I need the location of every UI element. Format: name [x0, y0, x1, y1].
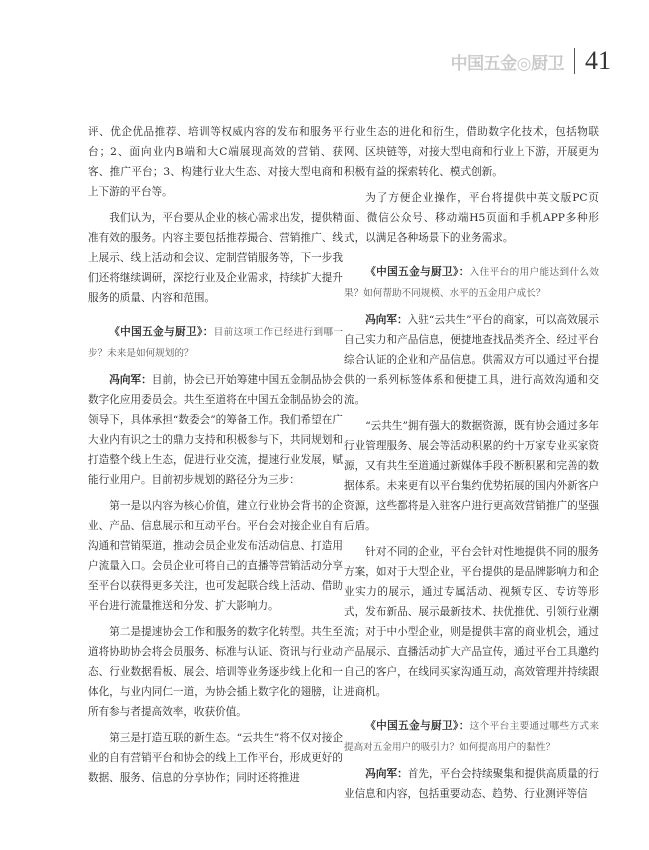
interview-answer: [344, 310, 599, 410]
magazine-brand-logo: 中国五金◎厨卫: [450, 53, 564, 74]
paragraph: 行业生态的进化和衍生，借助数字化技术，包括物联网、区块链等，对接大型电商和行业上下游，开展更为积极有益的探索转化、模式创新。: [344, 126, 599, 178]
paragraph: “云共生”拥有强大的数据资源，既有协会通过多年行业管理服务、展会等活动积累的约十万家专业买家资源，又有共生至道通过新媒体手段不断积累和完善的数据体系。未来更有以平台集约优势拓展的国内外新客户资源，这些都将是入驻客户进行更高效营销推广的坚强后盾。: [344, 420, 599, 532]
interview-answer: [344, 764, 599, 804]
paragraph: 第三是打造互联的新生态。“云共生”将不仅对接企业的自有营销平台和协会的线上工作平台，形成更好的数据、服务、信息的分享协作；同时还将推进: [88, 732, 343, 784]
speaker-name: 冯向军：: [365, 768, 408, 780]
left-column: [88, 122, 343, 794]
paragraph: 第二是提速协会工作和服务的数字化转型。共生至道将协助协会将会员服务、标准与认证、资讯与行业动态、行业数据看板、展会、培训等业务逐步线上化和一体化，与业内同仁一道，为协会插上数字化的翅膀，让所有参与者提高效率，收获价值。: [88, 626, 343, 718]
paragraph: 评、优企优品推荐、培训等权威内容的发布和服务平台；2、面向业内B端和大C端展现高效的营销、获客、推广平台；3、构建行业大生态、对接大型电商和上下游的平台等。: [88, 126, 343, 198]
paragraph: 针对不同的企业，平台会针对性地提供不同的服务方案，如对于大型企业，平台提供的是品牌影响力和企业实力的展示，通过专属活动、视频专区、专访等形式，发布新品、展示最新技术、扶优推优、引领行业潮流；对于中小型企业，则是提供丰富的商业机会，通过产品展示、直播活动扩大产品宣传，通过平台工具邀约自己的客户，在线同买家沟通互动，高效管理并持续跟进商机。: [344, 546, 599, 698]
question-tag: 《中国五金与厨卫》：: [365, 266, 470, 278]
header-divider: [574, 48, 575, 74]
interview-answer: [88, 370, 343, 490]
question-text: 目前这项工作已经进行到哪一步？未来是如何规划的？: [88, 327, 344, 359]
interview-question: [344, 262, 599, 304]
question-text: 入住平台的用户能达到什么效果？如何帮助不同规模、水平的五金用户成长？: [344, 267, 600, 299]
page-number: 41: [585, 46, 611, 75]
speaker-name: 冯向军：: [109, 374, 152, 386]
right-column: [344, 122, 599, 810]
interview-question: [88, 322, 343, 364]
speaker-name: 冯向军：: [365, 314, 408, 326]
question-tag: 《中国五金与厨卫》：: [365, 720, 470, 732]
question-text: 这个平台主要通过哪些方式来提高对五金用户的吸引力？如何提高用户的黏性？: [344, 721, 600, 753]
answer-text: 首先，平台会持续聚集和提供高质量的行业信息和内容，包括重要动态、趋势、行业测评等信: [344, 768, 600, 800]
question-tag: 《中国五金与厨卫》：: [109, 326, 214, 338]
paragraph: 我们认为，平台要从企业的核心需求出发，提供精准有效的服务。内容主要包括推荐撮合、营销推广、线上展示、线上活动和会议、定制营销服务等，下一步我们还将继续调研，深挖行业及企业需求，持续扩大提升服务的质量、内容和范围。: [88, 212, 343, 304]
interview-question: [344, 716, 599, 758]
paragraph: 第一是以内容为核心价值，建立行业协会背书的企业、产品、信息展示和互动平台。平台会对接企业自有沟通和营销渠道，推动会员企业发布活动信息、打造用户流量入口。会员企业可将自己的直播等营销活动分享至平台以获得更多关注，也可发起联合线上活动、借助平台进行流量推送和分发、扩大影响力。: [88, 500, 343, 612]
page-header: [451, 48, 611, 74]
answer-text: 目前，协会已开始筹建中国五金制品协会数字化应用委员会。共生至道将在中国五金制品协会的领导下，具体承担“数委会”的筹备工作。我们希望在广大业内有识之士的鼎力支持和积极参与下，共同规划和打造整个线上生态，促进行业交流，提速行业发展，赋能行业用户。目前初步规划的路径分为三步：: [88, 374, 344, 486]
answer-text: 入驻“云共生”平台的商家，可以高效展示自己实力和产品信息，便捷地查找品类齐全、经过平台综合认证的企业和产品信息。供需双方可以通过平台提供的一系列标签体系和便捷工具，进行高效沟通和交流。: [344, 314, 599, 406]
paragraph: 为了方便企业操作，平台将提供中英文版PC页面、微信公众号、移动端H5页面和手机APP多种形式，以满足各种场景下的业务需求。: [344, 192, 599, 244]
